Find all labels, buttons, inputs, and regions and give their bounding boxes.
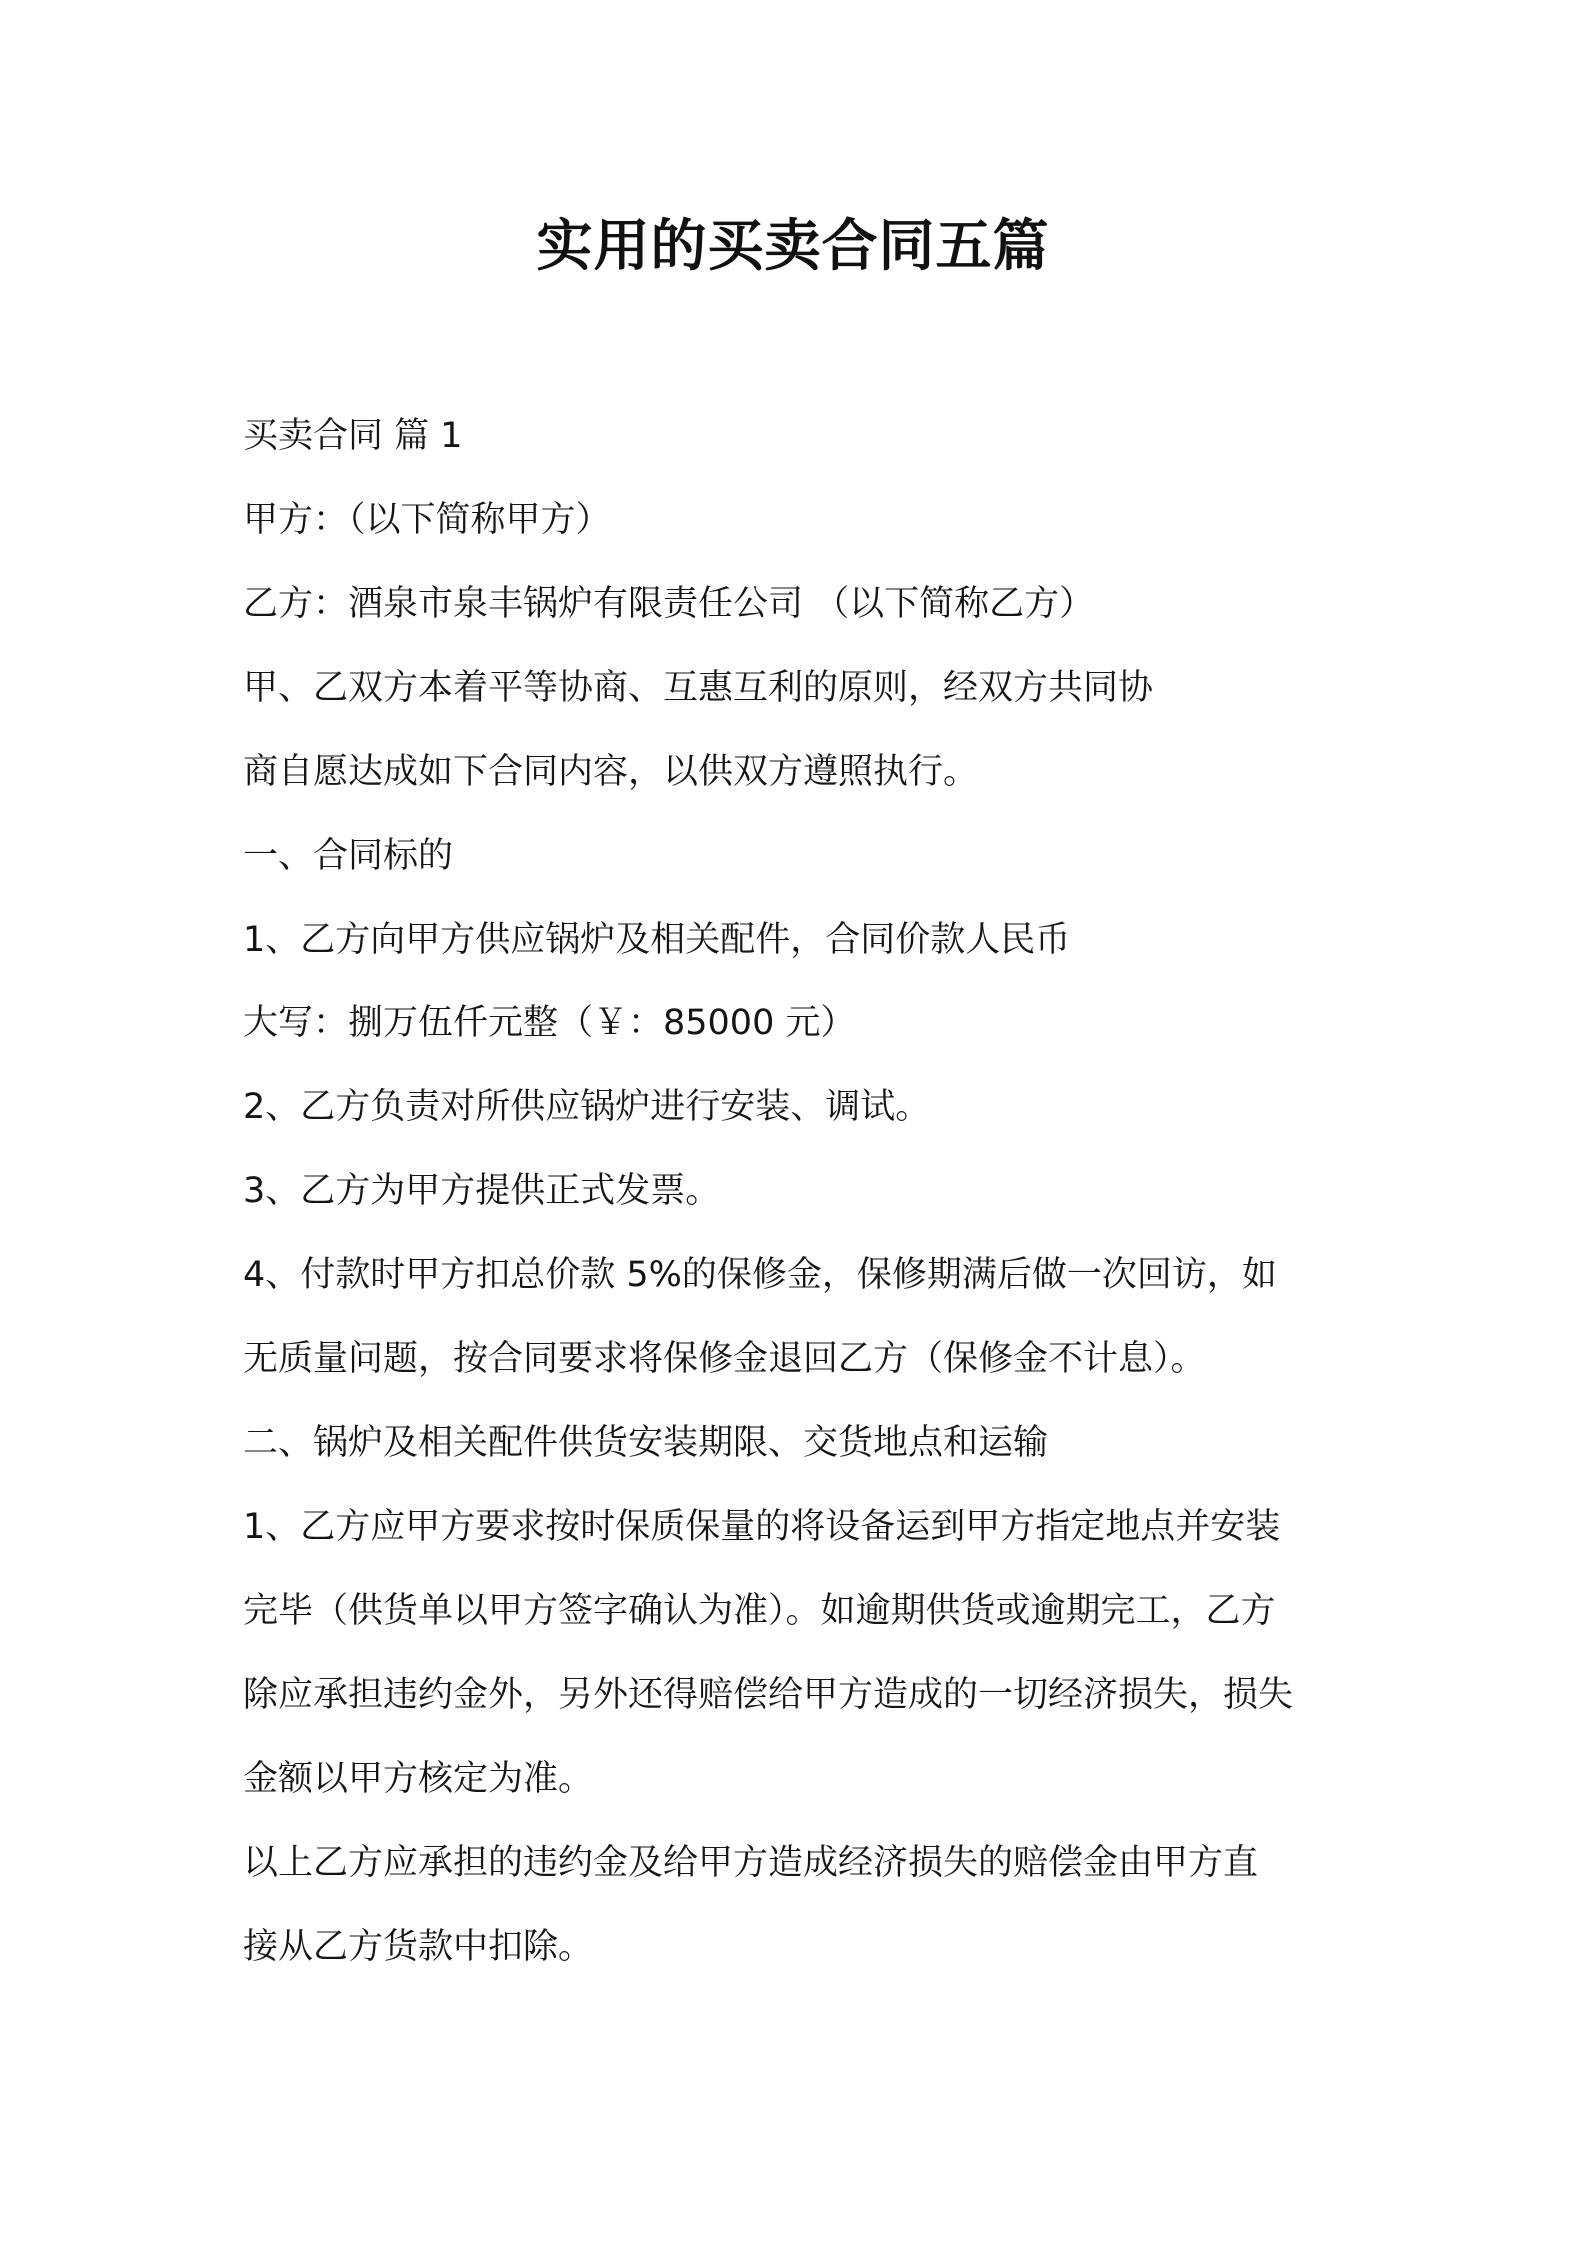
- section-heading: 二、锅炉及相关配件供货安装期限、交货地点和运输: [243, 1423, 1049, 1463]
- clause-line: 1、乙方向甲方供应锅炉及相关配件，合同价款人民币: [243, 920, 1071, 960]
- paragraph-line: 以上乙方应承担的违约金及给甲方造成经济损失的赔偿金由甲方直: [243, 1843, 1259, 1883]
- clause-line: 3、乙方为甲方提供正式发票。: [243, 1171, 721, 1211]
- section-heading-part1: 买卖合同 篇 1: [243, 416, 463, 456]
- clause-line: 无质量问题，按合同要求将保修金退回乙方（保修金不计息）。: [243, 1339, 1206, 1379]
- paragraph-line: 甲、乙双方本着平等协商、互惠互利的原则，经双方共同协: [243, 668, 1154, 708]
- section-heading: 一、合同标的: [243, 836, 454, 876]
- paragraph-line: 接从乙方货款中扣除。: [243, 1927, 594, 1967]
- document-title: 实用的买卖合同五篇: [536, 214, 1050, 279]
- clause-line: 1、乙方应甲方要求按时保质保量的将设备运到甲方指定地点并安装: [243, 1507, 1281, 1547]
- paragraph-line: 商自愿达成如下合同内容，以供双方遵照执行。: [243, 752, 979, 792]
- clause-line: 4、付款时甲方扣总价款 5%的保修金，保修期满后做一次回访，如: [243, 1255, 1277, 1295]
- party-a-line: 甲方：（以下简称甲方）: [243, 500, 611, 540]
- clause-line: 完毕（供货单以甲方签字确认为准）。如逾期供货或逾期完工，乙方: [243, 1591, 1276, 1631]
- clause-line: 大写：捌万伍仟元整（￥：85000 元）: [243, 1003, 856, 1043]
- clause-line: 金额以甲方核定为准。: [243, 1759, 594, 1799]
- party-b-line: 乙方：酒泉市泉丰锅炉有限责任公司 （以下简称乙方）: [243, 584, 1095, 624]
- clause-line: 除应承担违约金外，另外还得赔偿给甲方造成的一切经济损失，损失: [243, 1675, 1294, 1715]
- clause-line: 2、乙方负责对所供应锅炉进行安装、调试。: [243, 1087, 931, 1127]
